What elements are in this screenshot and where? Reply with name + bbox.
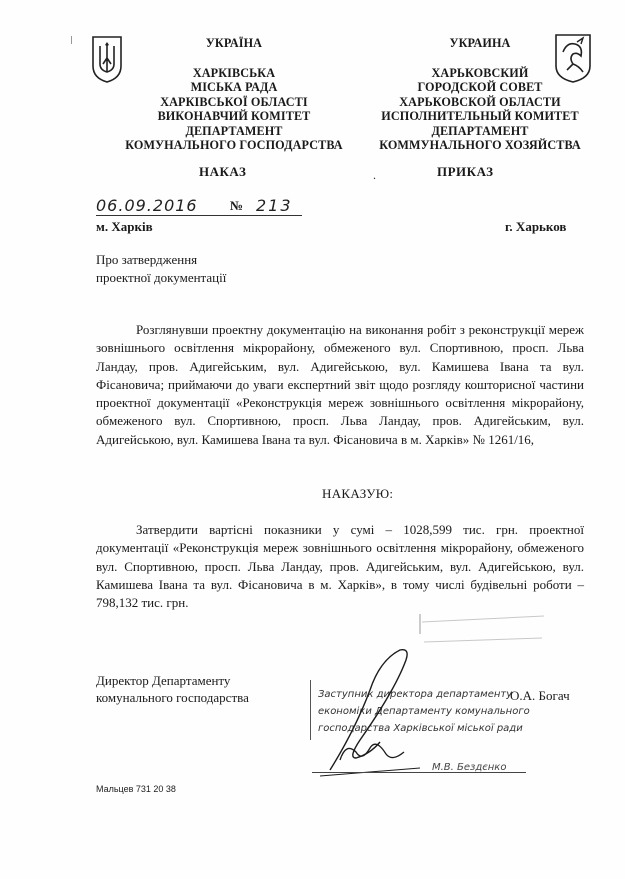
position-line: Директор Департаменту: [96, 673, 231, 688]
subject-line: проектної документації: [96, 270, 227, 285]
order-date-number: [96, 196, 302, 218]
body-paragraph: Затвердити вартісні показники у сумі – 1028,599 тис. грн. проектної документації «Реконструкція мереж зовнішнього освітлення мікрорайону, обмеженого вул. Спортивною, просп. Льва Ландау, пров. Адигейським, вул. Адигейською, вул. Камишева Івана та вул. Фісановича в м. Харків», в тому числі будівельні роботи – 798,132 тис. грн.: [96, 522, 584, 611]
header-line: ГОРОДСКОЙ СОВЕТ: [417, 80, 543, 94]
header-line: ХАРКІВСЬКА: [192, 65, 276, 80]
header-line: КОММУНАЛЬНОГО ХОЗЯЙСТВА: [379, 138, 581, 152]
body-paragraph: Розглянувши проектну документацію на виконання робіт з реконструкції мереж зовнішнього освітлення мікрорайону, обмеженого вул. Спортивною, просп. Льва Ландау, пров. Адигейським, вул. Адигейською, вул. Камишева Івана та вул. Фісановича; приймаючи до уваги експертний звіт щодо розгляду кошторисної частини проектної документації «Реконструкція мереж зовнішнього освітлення мікрорайону, обмеженого вул. Спортивною, просп. Льва Ландау, пров. Адигейським, вул. Адигейською, вул. Камишева Івана та вул. Фісановича в м. Харків» № 1261/16,: [96, 322, 584, 447]
header-line: ХАРКІВСЬКОЇ ОБЛАСТІ: [160, 94, 308, 109]
number-sign: №: [230, 198, 244, 213]
director-position: [96, 672, 249, 706]
order-subject: [96, 251, 226, 287]
doc-type-ua: НАКАЗ: [199, 164, 247, 179]
order-heading: НАКАЗУЮ:: [322, 486, 394, 501]
header-line: КОМУНАЛЬНОГО ГОСПОДАРСТВА: [125, 138, 343, 152]
handwritten-signature: [300, 630, 450, 780]
country-name-ua: УКРАЇНА: [205, 36, 263, 50]
header-line: ВИКОНАВЧИЙ КОМІТЕТ: [157, 109, 311, 123]
header-line: ХАРЬКОВСКИЙ: [431, 65, 529, 80]
executor-contact: Мальцев 731 20 38: [96, 784, 176, 794]
city-ua: м. Харків: [96, 219, 153, 234]
city-ru: г. Харьков: [505, 219, 567, 234]
country-name-ru: УКРАИНА: [449, 36, 511, 50]
header-line: ДЕПАРТАМЕНТ: [431, 123, 529, 138]
header-line: ДЕПАРТАМЕНТ: [185, 123, 283, 138]
handwritten-number: 213: [256, 196, 293, 215]
stamp-line: Заступник директора департаменту: [318, 689, 513, 700]
position-line: комунального господарства: [96, 690, 249, 705]
header-line: МІСЬКА РАДА: [190, 80, 278, 94]
header-right: [362, 36, 598, 153]
header-left: [114, 36, 354, 153]
stamp-line: економіки Департаменту комунального: [318, 706, 530, 717]
header-line: ХАРЬКОВСКОЙ ОБЛАСТИ: [399, 94, 561, 109]
stamp-line: господарства Харківської міської ради: [318, 723, 523, 734]
doc-type-ru: ПРИКАЗ: [437, 164, 494, 179]
signer-name: О.А. Богач: [510, 688, 570, 703]
date-underline: [96, 215, 302, 216]
header-line: ИСПОЛНИТЕЛЬНЫЙ КОМИТЕТ: [381, 109, 579, 123]
scan-dot: .: [373, 168, 376, 182]
subject-line: Про затвердження: [96, 252, 198, 267]
handwritten-date: 06.09.2016: [96, 196, 198, 215]
stamp-signer-name: М.В. Бездєнко: [432, 762, 507, 773]
scan-margin-mark: [71, 36, 72, 44]
